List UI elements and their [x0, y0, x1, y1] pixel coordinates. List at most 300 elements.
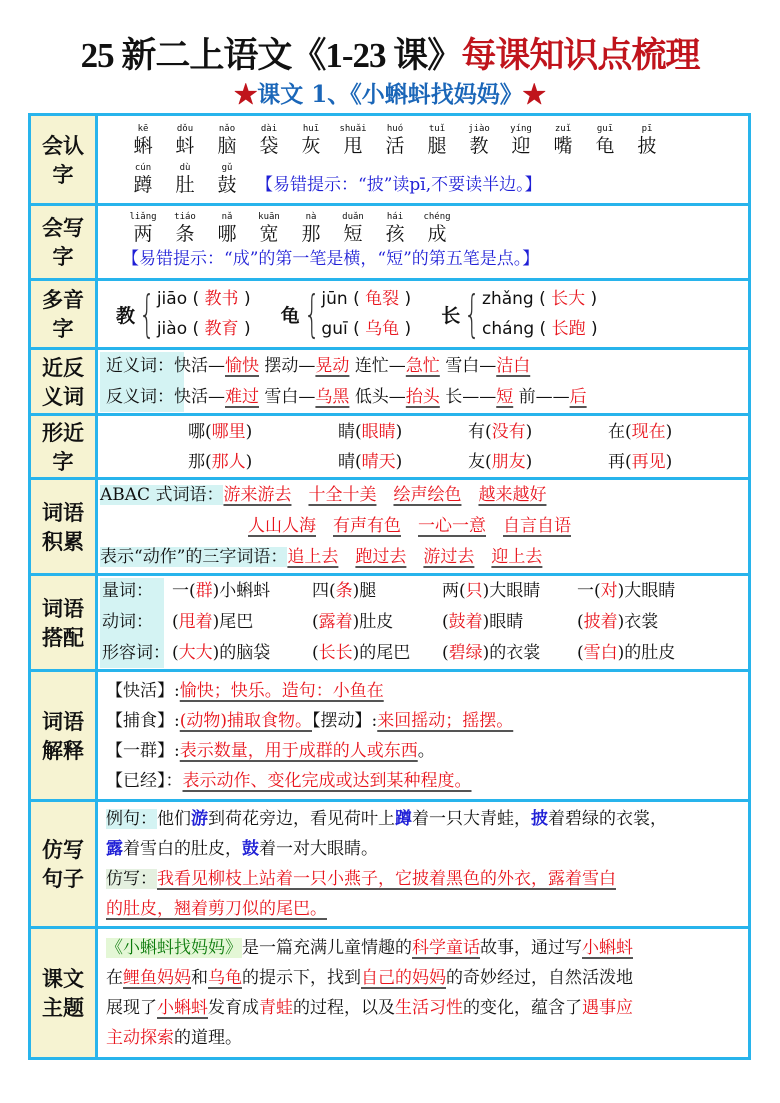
lesson-subtitle	[0, 80, 780, 110]
sp	[486, 516, 503, 536]
paren: )	[395, 421, 403, 442]
answer-word: 一心一意	[418, 516, 486, 536]
sp	[401, 516, 418, 536]
answer: 大大	[178, 643, 213, 663]
answer-word: 人山人海	[248, 516, 316, 536]
pinyin: dù	[179, 162, 191, 173]
pinyin: gǔ	[221, 162, 233, 173]
text: 在	[106, 968, 123, 988]
hanzi: 蝌	[133, 134, 153, 157]
theme-line	[98, 993, 748, 1023]
key-verb: 露	[106, 839, 123, 859]
collocation-item	[172, 638, 312, 669]
text: 主动探索	[106, 1028, 174, 1048]
answer-word: 洁白	[496, 355, 531, 376]
answer-word: 难过	[225, 386, 259, 407]
row-content	[97, 280, 750, 349]
answer: 群	[195, 581, 213, 601]
imitation-sentence: 仿写：我看见柳枝上站着一只小燕子，它披着黑色的外衣，露着雪白	[106, 869, 616, 889]
hanzi: 蹲	[133, 173, 153, 196]
similar-item	[468, 417, 608, 447]
polyphone-char: 教	[116, 304, 136, 327]
brace-icon: {	[464, 285, 481, 343]
example-word: 龟裂	[365, 289, 400, 309]
pinyin-char	[164, 163, 206, 196]
example-word: 长跑	[551, 319, 586, 339]
row-label: 课文主题	[30, 928, 97, 1059]
pinyin-char	[206, 124, 248, 157]
row-label: 仿写句子	[30, 801, 97, 928]
row-label: 会认字	[30, 115, 97, 205]
paren: )	[238, 289, 251, 309]
pinyin: zhǎng (	[482, 289, 552, 309]
explain-line: 【快活】:愉快；快乐。造句：小鱼在	[106, 680, 384, 701]
row-accumulate	[30, 479, 750, 575]
hanzi: 甩	[343, 134, 363, 157]
row-label: 词语搭配	[30, 575, 97, 671]
answer-word: 晃动	[315, 355, 350, 376]
synonym-line	[98, 351, 748, 382]
word: 哪里	[211, 421, 246, 442]
line-label: 量词：	[102, 581, 153, 601]
text: 着雪白的肚皮，	[123, 839, 242, 859]
pinyin-char	[584, 124, 626, 157]
collocation-item	[442, 638, 577, 669]
text: 青蛙	[259, 998, 293, 1018]
row-imitate	[30, 801, 750, 928]
answer-word: 迎上去	[491, 547, 543, 567]
readings	[482, 284, 598, 344]
similar-item	[188, 447, 338, 477]
pinyin-char	[290, 124, 332, 157]
pre: (	[577, 643, 584, 663]
word: 再见	[631, 451, 666, 472]
hanzi: 腿	[427, 134, 447, 157]
pinyin-char	[416, 212, 458, 245]
pinyin: kuān	[258, 211, 280, 222]
char: 在(	[608, 421, 632, 442]
row-content	[97, 115, 750, 205]
key-verb: 鼓	[242, 839, 259, 859]
collocation-item	[172, 576, 312, 607]
pinyin-char	[122, 163, 164, 196]
pinyin-char	[122, 124, 164, 157]
answer: 鼓着	[448, 612, 483, 632]
collocation-line	[98, 576, 748, 607]
pre: (	[172, 643, 179, 663]
post: )的肚皮	[617, 643, 676, 663]
pre: (	[312, 612, 319, 632]
pinyin: guī	[596, 123, 614, 134]
pinyin: guī (	[321, 319, 366, 339]
pinyin: tuǐ	[428, 123, 446, 134]
hanzi: 条	[175, 222, 195, 245]
text: 的变化，蕴含了	[463, 998, 582, 1018]
pinyin: nǎ	[221, 211, 233, 222]
row-content	[97, 479, 750, 575]
answer: 长长	[318, 643, 353, 663]
pinyin: pī	[641, 123, 653, 134]
text: 发育成	[208, 998, 259, 1018]
pinyin: cún	[134, 162, 152, 173]
line-label: 近义词：	[106, 355, 174, 376]
theme-line	[98, 933, 748, 963]
similar-item	[608, 417, 748, 447]
row-label: 形近字	[30, 415, 97, 479]
hanzi: 肚	[175, 173, 195, 196]
answer: 披着	[583, 612, 618, 632]
collocation-item	[312, 607, 442, 638]
hanzi: 龟	[595, 134, 615, 157]
key-verb: 披	[531, 809, 548, 829]
collocation-item	[312, 638, 442, 669]
similar-item	[468, 447, 608, 477]
example-sentence	[98, 804, 748, 834]
reading	[321, 284, 411, 314]
paren: )	[585, 319, 598, 339]
pinyin: hái	[386, 211, 404, 222]
theme-line	[98, 1023, 748, 1053]
pinyin: jiāo (	[156, 289, 205, 309]
page-title	[0, 34, 780, 78]
pinyin-char	[248, 212, 290, 245]
hanzi: 袋	[259, 134, 279, 157]
answer-word: 追上去	[287, 547, 339, 567]
pinyin: tiáo	[174, 211, 196, 222]
word: 连忙—	[354, 355, 406, 376]
answer: 对	[600, 581, 618, 601]
row-content	[97, 575, 750, 671]
polyphone-char: 长	[441, 304, 461, 327]
hanzi: 哪	[217, 222, 237, 245]
collocation-item	[442, 576, 577, 607]
line-label: ABAC 式词语：	[100, 485, 224, 505]
sp	[338, 547, 355, 567]
pinyin: kē	[137, 123, 149, 134]
similar-char-grid	[98, 417, 748, 477]
paren: )	[585, 289, 598, 309]
word: 现在	[631, 421, 666, 442]
answer: 露着	[318, 612, 353, 632]
pinyin: nà	[305, 211, 317, 222]
abac-line-1	[98, 480, 748, 511]
row-content	[97, 349, 750, 415]
answer-word: 短	[496, 386, 514, 407]
collocation-item	[577, 638, 707, 669]
char: 睛(	[338, 421, 362, 442]
paren: )	[399, 289, 412, 309]
line-label: 表示“动作”的三字词语：	[100, 547, 288, 567]
polyphone-group	[281, 284, 412, 344]
row-theme	[30, 928, 750, 1059]
text: 他们	[157, 809, 191, 829]
paren: )	[525, 451, 533, 472]
row-label: 词语积累	[30, 479, 97, 575]
theme-line	[98, 963, 748, 993]
reading	[157, 284, 251, 314]
text: 科学童话	[412, 938, 480, 958]
brace-icon: {	[303, 285, 320, 343]
paren: )	[399, 319, 412, 339]
pinyin: huī	[302, 123, 320, 134]
polyphone-group	[116, 284, 251, 344]
reading	[321, 314, 411, 344]
answer-word: 自言自语	[503, 516, 571, 536]
pre: (	[172, 612, 179, 632]
hanzi: 宽	[259, 222, 279, 245]
answer: 甩着	[178, 612, 213, 632]
pre: 一(	[172, 581, 196, 601]
post: )大眼睛	[617, 581, 676, 601]
pinyin-char	[416, 124, 458, 157]
sp	[376, 485, 393, 505]
text: 是一篇充满儿童情趣的	[242, 938, 412, 958]
pre: 两(	[442, 581, 466, 601]
pinyin: dài	[260, 123, 278, 134]
pinyin: shuǎi	[339, 123, 367, 134]
pinyin: nǎo	[218, 123, 236, 134]
text: 的道理。	[174, 1028, 242, 1048]
answer-word: 愉快	[225, 355, 259, 376]
answer-word: 抬头	[405, 386, 440, 407]
row-label: 会写字	[30, 205, 97, 280]
explain-line: 【一群】:表示数量，用于成群的人或东西。	[106, 740, 435, 761]
text: 乌龟	[208, 968, 242, 988]
star-icon: ★	[234, 81, 258, 108]
sp	[546, 485, 563, 505]
post: )尾巴	[212, 612, 254, 632]
post: )腿	[352, 581, 377, 601]
collocation-item	[442, 607, 577, 638]
text: 小蝌蚪	[582, 938, 633, 958]
collocation-item	[577, 576, 707, 607]
example-word: 教书	[204, 289, 239, 309]
post: )大眼睛	[482, 581, 541, 601]
lesson-title: 课文 1、《小蝌蚪找妈妈》	[257, 81, 523, 108]
collocation-line	[98, 607, 748, 638]
text: 的提示下，找到	[242, 968, 361, 988]
word: 雪白—	[445, 355, 497, 376]
text: 着一只大青蛙，	[412, 809, 531, 829]
pinyin-char	[500, 124, 542, 157]
sp	[474, 547, 491, 567]
pinyin-char-list	[98, 212, 748, 245]
paren: )	[525, 421, 533, 442]
pinyin-char	[626, 124, 668, 157]
pinyin: jiào (	[156, 319, 205, 339]
hanzi: 那	[301, 222, 321, 245]
pinyin: yíng	[510, 123, 532, 134]
char: 哪(	[188, 421, 212, 442]
paren: )	[245, 421, 253, 442]
pinyin: cháng (	[482, 319, 552, 339]
hanzi: 教	[469, 134, 489, 157]
row-synonyms	[30, 349, 750, 415]
imitation-sentence-cont: 的肚皮，翘着剪刀似的尾巴。	[106, 899, 327, 919]
paren: )	[238, 319, 251, 339]
pinyin-char	[374, 212, 416, 245]
text: 的奇妙经过，自然活泼地	[446, 968, 633, 988]
sp	[571, 516, 588, 536]
post: )的尾巴	[352, 643, 411, 663]
collocation-item	[312, 576, 442, 607]
error-tip: 【易错提示：“披”读pī,不要读半边。】	[256, 174, 542, 195]
pre: (	[312, 643, 319, 663]
answer-word: 有声有色	[333, 516, 401, 536]
answer: 雪白	[583, 643, 618, 663]
answer-word: 乌黑	[315, 386, 350, 407]
explain-line: 【捕食】:(动物)捕取食物。【摆动】:来回摇动；摇摆。	[106, 710, 514, 731]
collocation-item	[577, 607, 707, 638]
paren: )	[245, 451, 253, 472]
polyphone-groups	[98, 283, 748, 346]
hanzi: 活	[385, 134, 405, 157]
hanzi: 迎	[511, 134, 531, 157]
reading	[482, 284, 598, 314]
pinyin: liǎng	[129, 211, 157, 222]
sp	[291, 485, 308, 505]
readings	[157, 284, 251, 344]
answer: 碧绿	[448, 643, 483, 663]
post: )眼睛	[482, 612, 524, 632]
pre: (	[442, 612, 449, 632]
antonym-line	[98, 382, 748, 413]
sp	[316, 516, 333, 536]
pinyin: dǒu	[176, 123, 194, 134]
row-label: 近反义词	[30, 349, 97, 415]
word: 晴天	[361, 451, 396, 472]
answer-word: 游来游去	[223, 485, 292, 505]
similar-item	[338, 417, 468, 447]
pinyin: huó	[386, 123, 404, 134]
hanzi: 孩	[385, 222, 405, 245]
row-recognize	[30, 115, 750, 205]
word: 快活—	[174, 386, 225, 407]
example-sentence-cont	[98, 834, 748, 864]
answer-word: 十全十美	[308, 485, 377, 505]
pinyin-char	[164, 212, 206, 245]
paren: )	[665, 451, 673, 472]
text: 鲤鱼妈妈	[123, 968, 191, 988]
key-verb: 蹲	[395, 809, 412, 829]
similar-item	[338, 447, 468, 477]
pinyin-char	[332, 124, 374, 157]
post: )的脑袋	[212, 643, 271, 663]
line-label: 形容词：	[102, 643, 170, 663]
line-label: 动词：	[102, 612, 153, 632]
row-content	[97, 415, 750, 479]
pinyin: duǎn	[342, 211, 364, 222]
answer: 只	[465, 581, 483, 601]
pinyin-char	[122, 212, 164, 245]
row-write	[30, 205, 750, 280]
pinyin-char	[332, 212, 374, 245]
char: 那(	[188, 451, 212, 472]
hanzi: 鼓	[217, 173, 237, 196]
collocation-item	[172, 607, 312, 638]
pinyin-char	[290, 212, 332, 245]
post: )衣裳	[617, 612, 659, 632]
word: 雪白—	[264, 386, 316, 407]
paren: )	[395, 451, 403, 472]
similar-item	[608, 447, 748, 477]
readings	[321, 284, 411, 344]
hanzi: 脑	[217, 134, 237, 157]
row-label: 多音字	[30, 280, 97, 349]
post: )肚皮	[352, 612, 394, 632]
example-word: 教育	[204, 319, 239, 339]
answer-word: 跑过去	[355, 547, 407, 567]
pinyin-char-list-2	[98, 163, 748, 196]
word: 没有	[491, 421, 526, 442]
row-polyphone	[30, 280, 750, 349]
action-words-line	[98, 542, 748, 573]
pinyin-char	[374, 124, 416, 157]
hanzi: 短	[343, 222, 363, 245]
post: )小蝌蚪	[212, 581, 271, 601]
char: 友(	[468, 451, 492, 472]
sp	[542, 547, 559, 567]
error-tip: 【易错提示：“成”的第一笔是横，“短”的第五笔是点。】	[122, 248, 540, 269]
pre: 一(	[577, 581, 601, 601]
similar-item	[188, 417, 338, 447]
reading	[157, 314, 251, 344]
char: 再(	[608, 451, 632, 472]
answer-word: 游过去	[423, 547, 475, 567]
hanzi: 灰	[301, 134, 321, 157]
pinyin: jiào	[468, 123, 490, 134]
hanzi: 成	[427, 222, 447, 245]
pinyin-char	[206, 212, 248, 245]
pre: (	[442, 643, 449, 663]
pinyin: chéng	[423, 211, 451, 222]
hanzi: 披	[637, 134, 657, 157]
line-label: 反义词：	[106, 386, 174, 407]
word: 长——	[445, 386, 497, 407]
answer-word: 后	[569, 386, 587, 407]
pinyin-char-list	[98, 124, 748, 157]
reading	[482, 314, 598, 344]
row-content	[97, 671, 750, 801]
polyphone-char: 龟	[280, 304, 300, 327]
key-verb: 游	[191, 809, 208, 829]
pinyin-char	[542, 124, 584, 157]
text: 《小蝌蚪找妈妈》	[106, 938, 242, 958]
word: 低头—	[354, 386, 406, 407]
abac-line-2	[98, 511, 748, 542]
hanzi: 嘴	[553, 134, 573, 157]
sp	[406, 547, 423, 567]
text: 自己的妈妈	[361, 968, 446, 988]
answer-word: 绘声绘色	[393, 485, 462, 505]
text: 着一对大眼睛。	[259, 839, 378, 859]
word: 前——	[518, 386, 570, 407]
pre: (	[577, 612, 584, 632]
sp	[461, 485, 478, 505]
pinyin: jūn (	[321, 289, 366, 309]
hanzi: 蚪	[175, 134, 195, 157]
word: 摆动—	[264, 355, 316, 376]
text: 展现了	[106, 998, 157, 1018]
line-label: 例句：	[106, 809, 157, 829]
knowledge-table	[28, 113, 751, 1060]
answer-word: 急忙	[405, 355, 440, 376]
pinyin-char	[458, 124, 500, 157]
row-content	[97, 205, 750, 280]
title-main: 25 新二上语文《1-23 课》	[80, 36, 462, 75]
row-content	[97, 801, 750, 928]
pinyin: zuǐ	[554, 123, 572, 134]
